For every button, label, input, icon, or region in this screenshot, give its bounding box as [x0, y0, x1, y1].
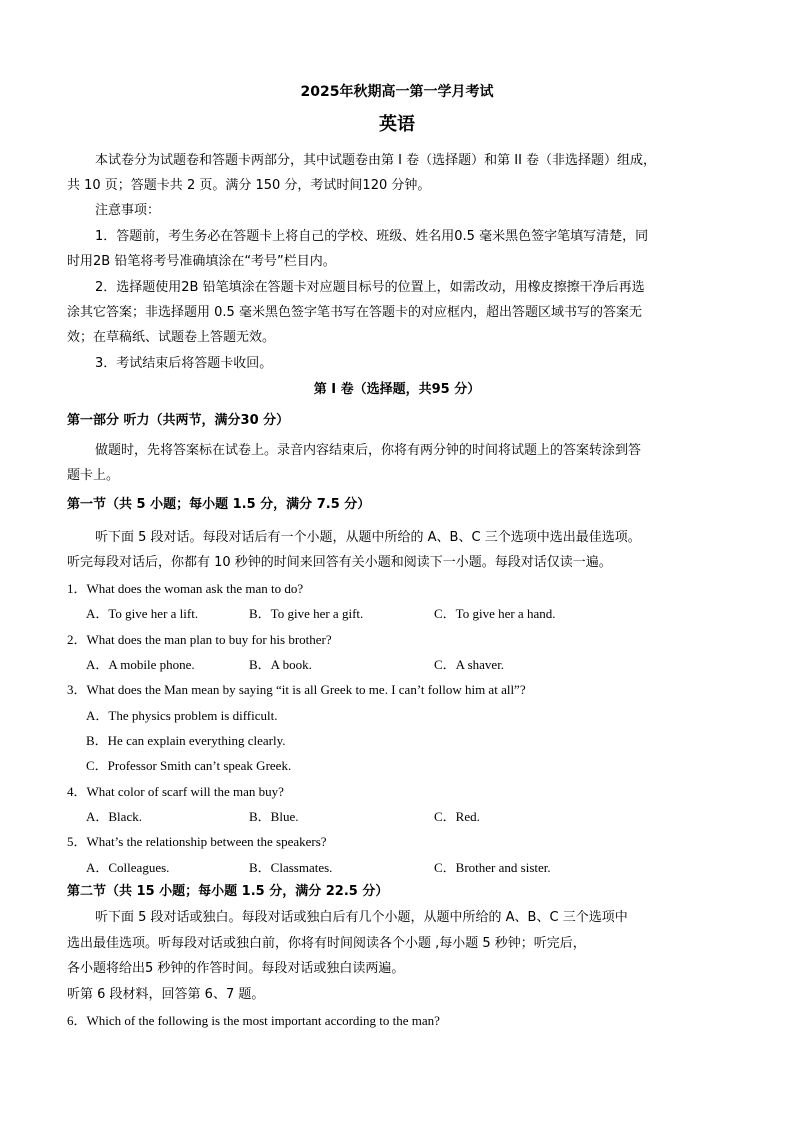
material-note: 听第 6 段材料，回答第 6、7 题。 — [67, 987, 265, 1002]
question-stem: 6．Which of the following is the most important according to the man? — [67, 1013, 440, 1028]
question-stem: 2．What does the man plan to buy for his brother? — [67, 632, 332, 647]
option: C．Professor Smith can’t speak Greek. — [86, 758, 292, 773]
question-stem: 4．What color of scarf will the man buy? — [67, 784, 284, 799]
option: A．A mobile phone. — [86, 657, 195, 672]
intro-line: 本试卷分为试题卷和答题卡两部分，其中试题卷由第 I 卷（选择题）和第 II 卷（非选择题）组成， — [95, 153, 657, 168]
option: B．To give her a gift. — [249, 606, 364, 621]
notice-item: 3．考试结束后将答题卡收回。 — [95, 356, 273, 371]
section-desc: 选出最佳选项。听每段对话或独白前，你将有时间阅读各个小题 ,每小题 5 秒钟；听完后， — [67, 936, 586, 951]
notice-item: 1．答题前，考生务必在答题卡上将自己的学校、班级、姓名用0.5 毫米黑色签字笔填写清楚，同 — [95, 229, 649, 244]
notice-item: 涂其它答案；非选择题用 0.5 毫米黑色签字笔书写在答题卡的对应框内，超出答题区域书写的答案无 — [67, 305, 642, 320]
section-desc: 听下面 5 段对话或独白。每段对话或独白后有几个小题，从题中所给的 A、B、C 三个选项中 — [95, 910, 628, 925]
notice-item: 时用2B 铅笔将考号准确填涂在“考号”栏目内。 — [67, 254, 336, 269]
option: B．Blue. — [249, 809, 299, 824]
option: A．Black. — [86, 809, 142, 824]
option: C．Red. — [434, 809, 480, 824]
question-stem: 3．What does the Man mean by saying “it is all Greek to me. I can’t follow him at all”? — [67, 682, 526, 697]
option: A．Colleagues. — [86, 860, 170, 875]
part-desc: 题卡上。 — [67, 468, 120, 483]
volume-title: 第 I 卷（选择题，共95 分） — [313, 382, 481, 397]
option: B．Classmates. — [249, 860, 333, 875]
option: A．The physics problem is difficult. — [86, 708, 278, 723]
section-desc: 各小题将给出5 秒钟的作答时间。每段对话或独白读两遍。 — [67, 961, 405, 976]
option: C．To give her a hand. — [434, 606, 556, 621]
option: C．A shaver. — [434, 657, 505, 672]
notice-item: 效；在草稿纸、试题卷上答题无效。 — [67, 330, 276, 345]
part-desc: 做题时，先将答案标在试卷上。录音内容结束后，你将有两分钟的时间将试题上的答案转涂到答 — [95, 443, 642, 458]
exam-title: 2025年秋期高一第一学月考试 — [300, 84, 494, 100]
notice-title: 注意事项： — [95, 203, 161, 218]
notice-item: 2．选择题使用2B 铅笔填涂在答题卡对应题目标号的位置上，如需改动，用橡皮擦擦干净后再选 — [95, 280, 645, 295]
part-title: 第一部分 听力（共两节，满分30 分） — [67, 413, 290, 428]
intro-line: 共 10 页；答题卡共 2 页。满分 150 分，考试时间120 分钟。 — [67, 178, 431, 193]
section-desc: 听下面 5 段对话。每段对话后有一个小题，从题中所给的 A、B、C 三个选项中选出最佳选项。 — [95, 530, 641, 545]
section-desc: 听完每段对话后，你都有 10 秒钟的时间来回答有关小题和阅读下一小题。每段对话仅读一遍。 — [67, 555, 612, 570]
option: C．Brother and sister. — [434, 860, 551, 875]
section-title: 第一节（共 5 小题；每小题 1.5 分，满分 7.5 分） — [67, 497, 371, 512]
option: B．A book. — [249, 657, 312, 672]
option: B．He can explain everything clearly. — [86, 733, 286, 748]
subject-title: 英语 — [379, 114, 415, 135]
section-title: 第二节（共 15 小题；每小题 1.5 分，满分 22.5 分） — [67, 884, 389, 899]
option: A．To give her a lift. — [86, 606, 199, 621]
question-stem: 1．What does the woman ask the man to do? — [67, 581, 304, 596]
question-stem: 5．What’s the relationship between the speakers? — [67, 834, 327, 849]
